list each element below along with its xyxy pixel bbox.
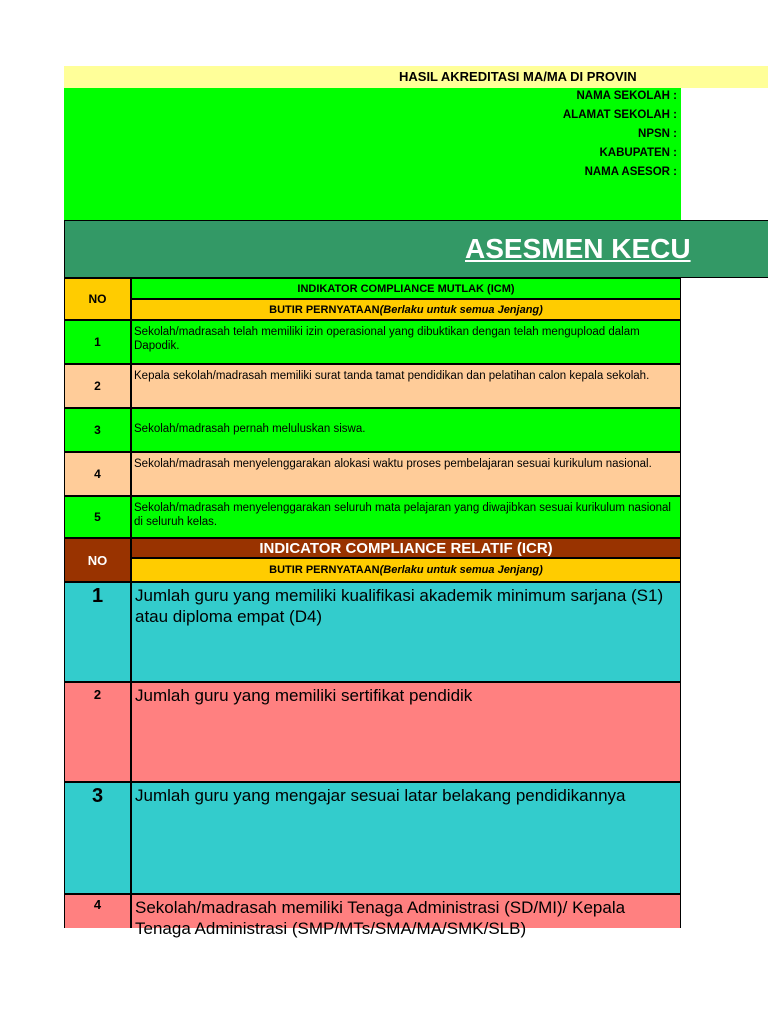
icm-row-no: 1	[64, 320, 131, 364]
field-kabupaten: KABUPATEN :	[599, 147, 677, 159]
asesmen-banner	[64, 220, 768, 278]
asesmen-title: ASESMEN KECU	[465, 233, 691, 264]
icr-row-no: 1	[64, 582, 131, 682]
icm-row-text: Sekolah/madrasah menyelenggarakan seluruh mata pelajaran yang diwajibkan sesuai kurikulum nasional di seluruh kelas.	[131, 496, 681, 538]
field-nama-sekolah: NAMA SEKOLAH :	[576, 90, 677, 102]
icr-row-text: Jumlah guru yang mengajar sesuai latar belakang pendidikannya	[131, 782, 681, 894]
icm-no-header: NO	[64, 278, 131, 320]
field-nama-asesor: NAMA ASESOR :	[584, 166, 677, 178]
icm-subtitle-bold: BUTIR PERNYATAAN	[269, 303, 380, 316]
school-info-block	[64, 88, 681, 220]
icr-row-text: Jumlah guru yang memiliki sertifikat pendidik	[131, 682, 681, 782]
icm-row-text: Kepala sekolah/madrasah memiliki surat tanda tamat pendidikan dan pelatihan calon kepala sekolah.	[131, 364, 681, 408]
icm-subtitle-header	[131, 299, 681, 320]
icm-title-header: INDIKATOR COMPLIANCE MUTLAK (ICM)	[131, 278, 681, 299]
icr-title-header: INDICATOR COMPLIANCE RELATIF (ICR)	[131, 538, 681, 558]
icm-row-text: Sekolah/madrasah pernah meluluskan siswa.	[131, 408, 681, 452]
icm-row-no: 2	[64, 364, 131, 408]
field-alamat-sekolah: ALAMAT SEKOLAH :	[562, 109, 677, 121]
icr-row-no: 2	[64, 682, 131, 782]
icr-row-text: Jumlah guru yang memiliki kualifikasi akademik minimum sarjana (S1) atau diploma empat (D4)	[131, 582, 681, 682]
icr-no-header: NO	[64, 538, 131, 582]
icm-row-no: 5	[64, 496, 131, 538]
icm-row-no: 3	[64, 408, 131, 452]
sheet-title: HASIL AKREDITASI MA/MA DI PROVIN	[64, 66, 768, 88]
icr-subtitle-header	[131, 558, 681, 582]
icm-row-text: Sekolah/madrasah telah memiliki izin operasional yang dibuktikan dengan telah mengupload dalam Dapodik.	[131, 320, 681, 364]
icr-subtitle-bold: BUTIR PERNYATAAN	[269, 564, 380, 576]
icr-row-no: 3	[64, 782, 131, 894]
field-npsn: NPSN :	[638, 128, 677, 140]
icr-row-text: Sekolah/madrasah memiliki Tenaga Administrasi (SD/MI)/ Kepala Tenaga Administrasi (SMP/MTs/SMA/MA/SMK/SLB)	[131, 894, 681, 928]
icr-row-no: 4	[64, 894, 131, 928]
icm-subtitle-italic: (Berlaku untuk semua Jenjang)	[379, 303, 543, 316]
icr-subtitle-italic: (Berlaku untuk semua Jenjang)	[379, 564, 543, 576]
icm-row-text: Sekolah/madrasah menyelenggarakan alokasi waktu proses pembelajaran sesuai kurikulum nasional.	[131, 452, 681, 496]
icm-row-no: 4	[64, 452, 131, 496]
